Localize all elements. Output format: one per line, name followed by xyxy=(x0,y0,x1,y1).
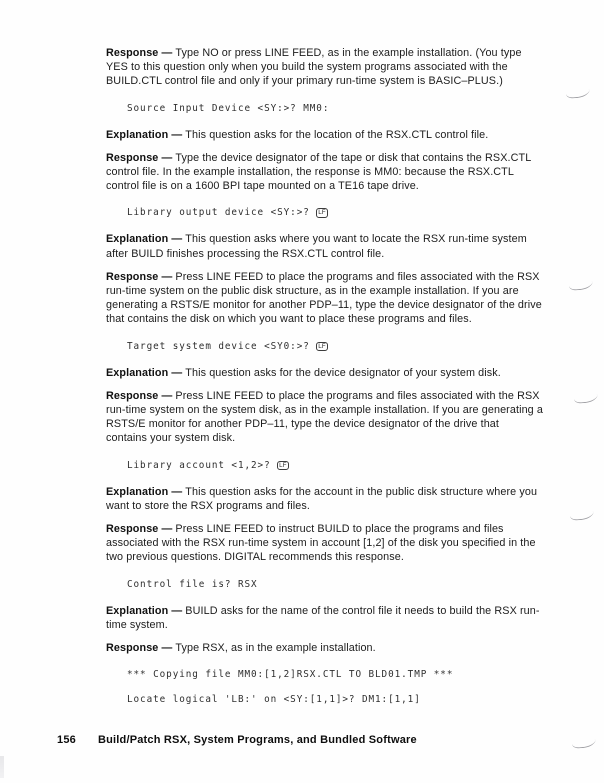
terminal-line xyxy=(127,460,543,471)
margin-scan-mark xyxy=(574,394,598,404)
bold-lead: Response — xyxy=(106,389,173,402)
terminal-text: Control file is? RSX xyxy=(127,578,258,590)
margin-scan-mark xyxy=(569,281,593,291)
paragraph-text: This question asks for the account in the public disk structure where you want to store the RSX programs and files. xyxy=(106,485,538,512)
page-footer xyxy=(0,734,604,746)
paragraph-text: Type RSX, as in the example installation. xyxy=(175,642,376,655)
terminal-text: Source Input Device <SY:>? MM0: xyxy=(127,102,330,114)
bold-lead: Response — xyxy=(106,523,173,536)
margin-scan-mark xyxy=(570,511,594,521)
paragraph xyxy=(106,485,543,513)
paragraph xyxy=(106,389,543,446)
bold-lead: Explanation — xyxy=(106,366,183,379)
terminal-text: Library account <1,2>? xyxy=(127,459,271,471)
paragraph xyxy=(106,128,543,142)
linefeed-key-badge: LF xyxy=(277,461,289,471)
paragraph-text: This question asks where you want to locate the RSX run-time system after BUILD finishes processing the RSX.CTL control file. xyxy=(106,233,527,260)
paragraph-text: This question asks for the location of the RSX.CTL control file. xyxy=(185,128,489,141)
paragraph xyxy=(106,46,543,89)
terminal-text: Locate logical 'LB:' on <SY:[1,1]>? DM1:[1,1] xyxy=(127,694,421,706)
paragraph xyxy=(106,232,543,260)
paragraph-text: Press LINE FEED to instruct BUILD to place the programs and files associated with the RSX run-time system in account [1,2] of the disk you specified in the two previous questions. DIGITAL recommends this response. xyxy=(106,523,536,564)
bold-lead: Response — xyxy=(106,642,173,655)
terminal-line xyxy=(127,207,543,218)
footer-title: Build/Patch RSX, System Programs, and Bundled Software xyxy=(97,734,417,746)
linefeed-key-badge: LF xyxy=(316,342,328,352)
terminal-line xyxy=(127,669,543,680)
bold-lead: Explanation — xyxy=(106,233,183,246)
terminal-text: *** Copying file MM0:[1,2]RSX.CTL TO BLD01.TMP *** xyxy=(127,669,454,681)
bold-lead: Explanation — xyxy=(106,128,183,141)
bold-lead: Explanation — xyxy=(106,604,183,617)
paragraph xyxy=(106,641,543,655)
linefeed-key-badge: LF xyxy=(316,208,328,218)
margin-scan-mark xyxy=(566,89,590,99)
bold-lead: Response — xyxy=(106,47,173,59)
paragraph-text: This question asks for the device designator of your system disk. xyxy=(185,366,501,379)
paragraph-text: BUILD asks for the name of the control file it needs to build the RSX run-time system. xyxy=(106,604,540,631)
paragraph xyxy=(106,604,543,632)
terminal-text: Target system device <SY0:>? xyxy=(127,340,310,352)
bold-lead: Explanation — xyxy=(106,485,183,498)
page-body-text xyxy=(106,46,543,719)
terminal-line xyxy=(127,341,543,352)
bold-lead: Response — xyxy=(106,151,173,164)
paragraph xyxy=(106,366,543,380)
paragraph-text: Press LINE FEED to place the programs and files associated with the RSX run-time system on the public disk structure, as in the example installation. If you are generating a RSTS/E monitor for another PDP–11, type the device designator of the drive that contains the disk on which you want to place these programs and files. xyxy=(106,270,542,326)
paragraph xyxy=(106,270,543,327)
page-number: 156 xyxy=(57,734,76,746)
terminal-line xyxy=(127,694,543,705)
terminal-line xyxy=(127,579,543,590)
paragraph xyxy=(106,151,543,194)
paragraph-text: Type NO or press LINE FEED, as in the example installation. (You type YES to this question only when you build the system programs associated with the BUILD.CTL control file and only if your primary run-time system is BASIC–PLUS.) xyxy=(106,47,522,88)
terminal-text: Library output device <SY:>? xyxy=(127,207,310,219)
scan-edge-smudge xyxy=(0,756,4,778)
paragraph xyxy=(106,522,543,565)
bold-lead: Response — xyxy=(106,270,173,283)
paragraph-text: Type the device designator of the tape or disk that contains the RSX.CTL control file. In the example installation, the response is MM0: because the RSX.CTL control file is on a 1600 BPI tape mounted on a TE16 tape drive. xyxy=(106,151,531,193)
paragraph-text: Press LINE FEED to place the programs and files associated with the RSX run-time system on the system disk, as in the example installation. If you are generating a RSTS/E monitor for another PDP–11, type the device designator of the drive that contains your system disk. xyxy=(106,389,543,445)
terminal-line xyxy=(127,103,543,114)
